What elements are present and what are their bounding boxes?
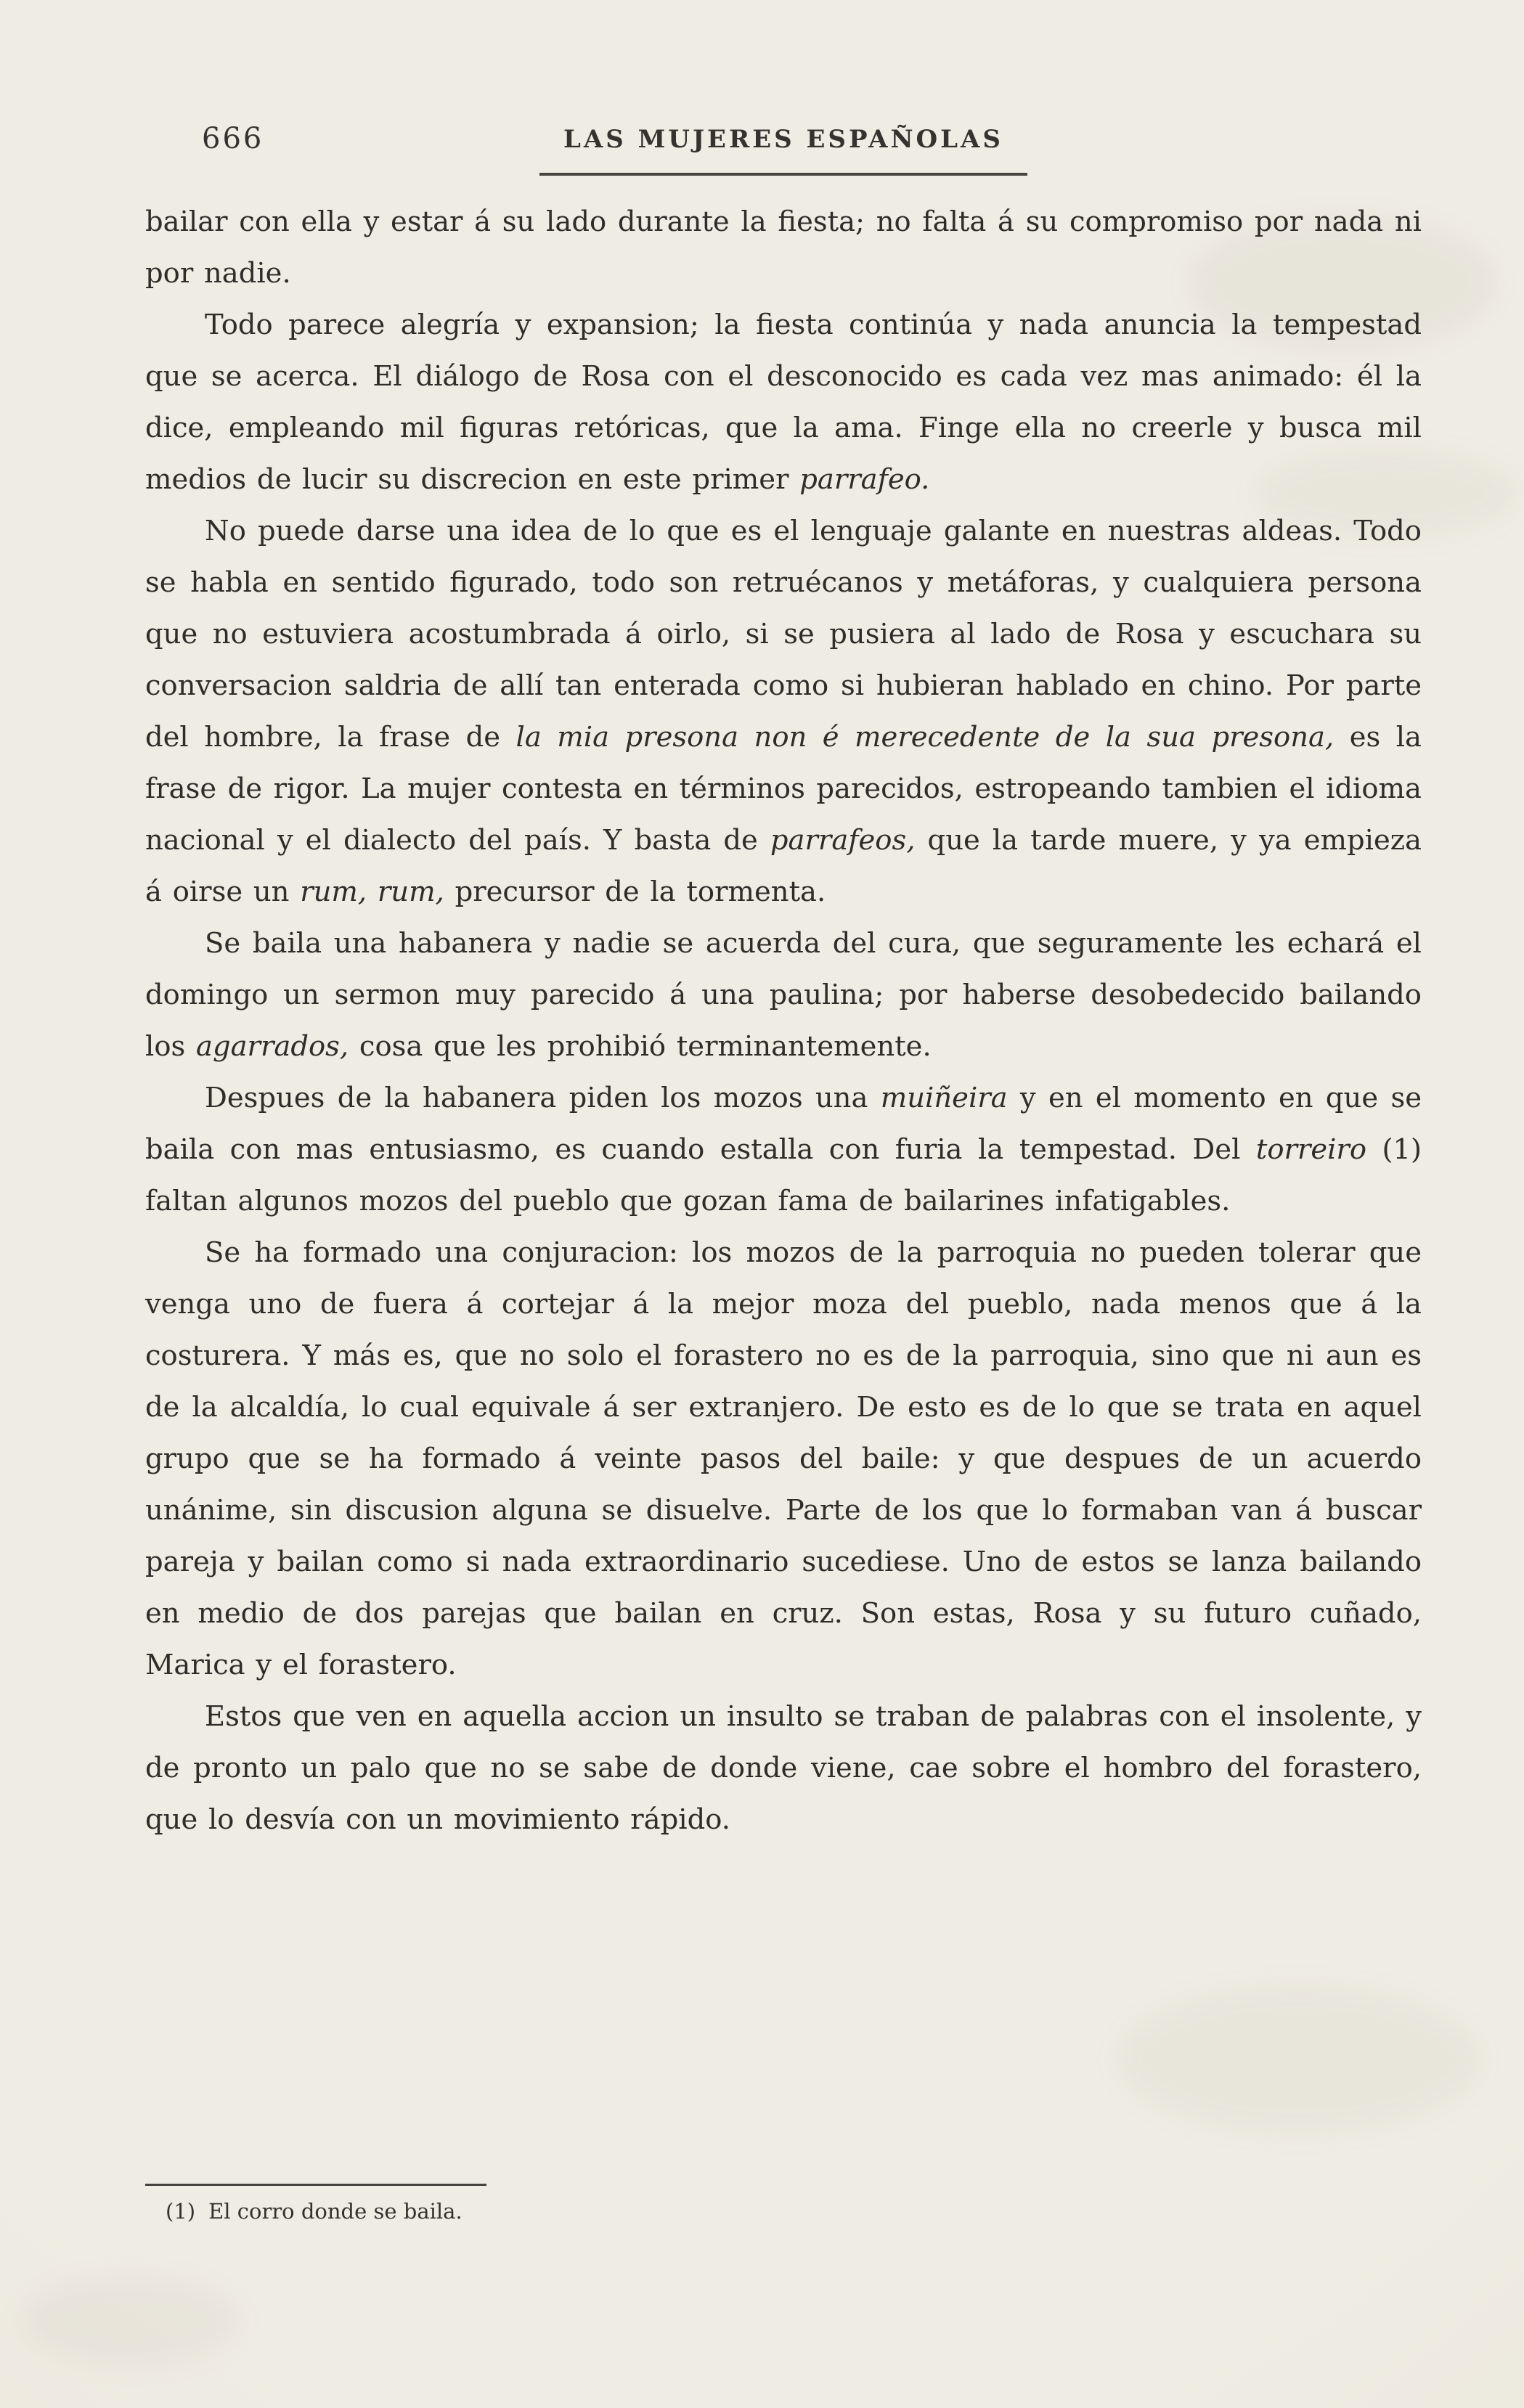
italic-phrase: la mia presona non é merecedente de la sua presona,	[516, 721, 1334, 754]
body-paragraph: Despues de la habanera piden los mozos una muiñeira y en el momento en que se baila con mas entusiasmo, es cuando estalla con furia la tempestad. Del torreiro (1) faltan algunos mozos del pueblo que gozan fama de bailarines infatigables.	[145, 1082, 1422, 1217]
italic-phrase: torreiro	[1255, 1133, 1366, 1166]
text-block	[145, 196, 1422, 1845]
body-paragraph: bailar con ella y estar á su lado durante la fiesta; no falta á su compromiso por nada ni por nadie.	[145, 205, 1422, 290]
footnote	[145, 2184, 1422, 2224]
page-number: 666	[202, 122, 264, 155]
running-title: LAS MUJERES ESPAÑOLAS	[563, 125, 1003, 154]
body-paragraph: Todo parece alegría y expansion; la fiesta continúa y nada anuncia la tempestad que se acerca. El diálogo de Rosa con el desconocido es cada vez mas animado: él la dice, empleando mil figuras retóricas, que la ama. Finge ella no creerle y busca mil medios de lucir su discrecion en este primer parrafeo.	[145, 309, 1422, 496]
body-paragraph: No puede darse una idea de lo que es el lenguaje galante en nuestras aldeas. Todo se habla en sentido figurado, todo son retruécanos y metáforas, y cualquiera persona que no estuviera acostumbrada á oirlo, si se pusiera al lado de Rosa y escuchara su conversacion saldria de allí tan enterada como si hubieran hablado en chino. Por parte del hombre, la frase de la mia presona non é merecedente de la sua presona, es la frase de rigor. La mujer contesta en términos parecidos, estropeando tambien el idioma nacional y el dialecto del país. Y basta de parrafeos, que la tarde muere, y ya empieza á oirse un rum, rum, precursor de la tormenta.	[145, 515, 1422, 908]
body-paragraph: Se baila una habanera y nadie se acuerda del cura, que seguramente les echará el domingo un sermon muy parecido á una paulina; por haberse desobedecido bailando los agarrados, cosa que les prohibió terminantemente.	[145, 927, 1422, 1063]
footnote-rule	[145, 2184, 486, 2186]
italic-phrase: muiñeira	[880, 1082, 1008, 1114]
paper-smudge	[22, 2277, 240, 2364]
footnote-text	[145, 2199, 1422, 2224]
header-rule	[539, 173, 1027, 176]
italic-phrase: parrafeo.	[799, 463, 930, 496]
footnote-marker: (1)	[166, 2199, 196, 2224]
footnote-body: El corro donde se baila.	[208, 2199, 463, 2224]
page-header	[145, 122, 1422, 163]
paper-smudge	[1117, 1987, 1480, 2132]
italic-phrase: parrafeos,	[770, 824, 916, 857]
italic-phrase: rum, rum,	[300, 876, 444, 908]
italic-phrase: agarrados,	[196, 1030, 349, 1063]
body-paragraph: Se ha formado una conjuracion: los mozos de la parroquia no pueden tolerar que venga uno de fuera á cortejar á la mejor moza del pueblo, nada menos que á la costurera. Y más es, que no solo el forastero no es de la parroquia, sino que ni aun es de la alcaldía, lo cual equivale á ser extranjero. De esto es de lo que se trata en aquel grupo que se ha formado á veinte pasos del baile: y que despues de un acuerdo unánime, sin discusion alguna se disuelve. Parte de los que lo formaban van á buscar pareja y bailan como si nada extraordinario sucediese. Uno de estos se lanza bailando en medio de dos parejas que bailan en cruz. Son estas, Rosa y su futuro cuñado, Marica y el forastero.	[145, 1236, 1422, 1681]
body-paragraph: Estos que ven en aquella accion un insulto se traban de palabras con el insolente, y de pronto un palo que no se sabe de donde viene, cae sobre el hombro del forastero, que lo desvía con un movimiento rápido.	[145, 1700, 1422, 1836]
